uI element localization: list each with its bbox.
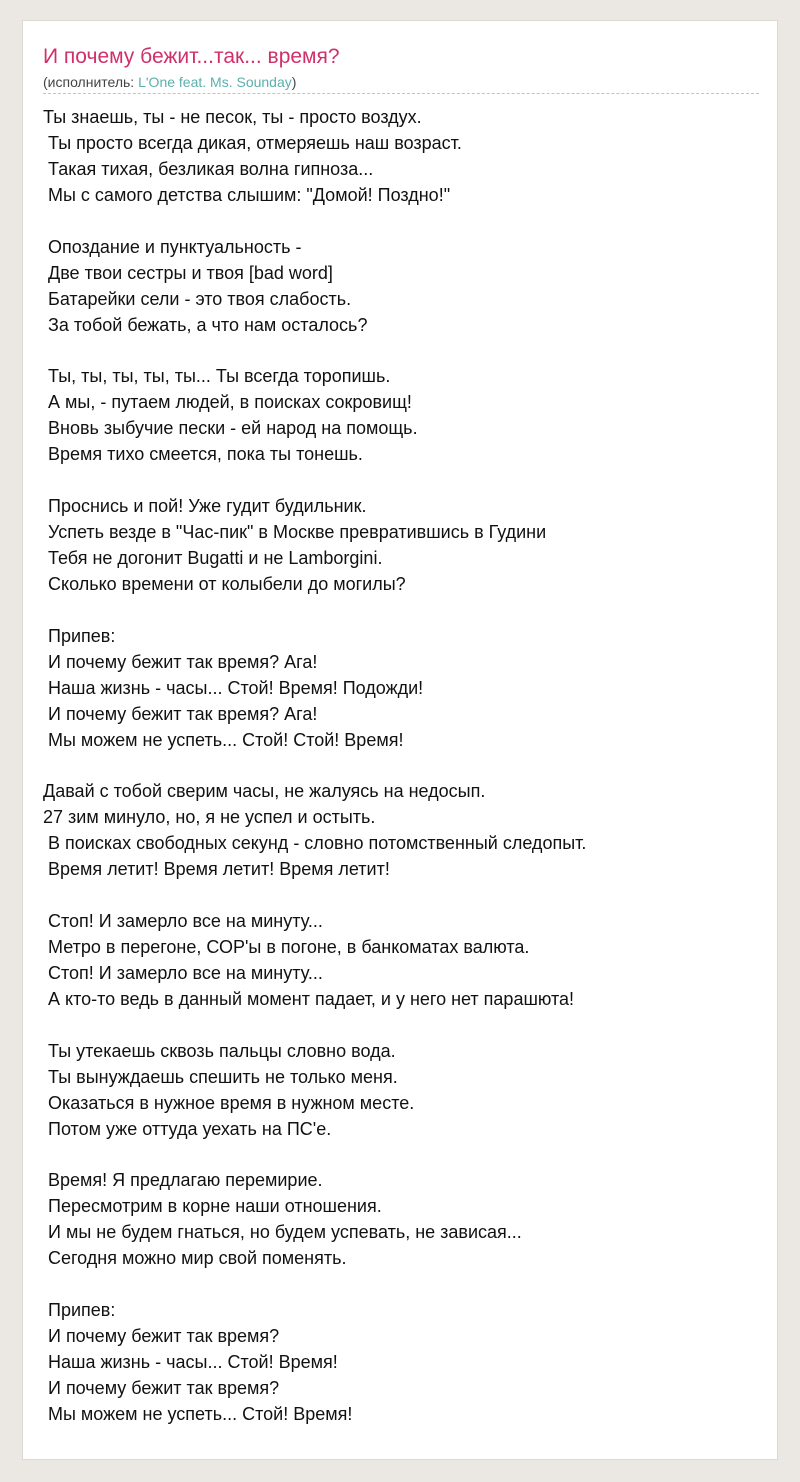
- lyric-line: Оказаться в нужное время в нужном месте.: [43, 1092, 415, 1113]
- lyric-line: [43, 1143, 763, 1169]
- lyric-line: 27 зим минуло, но, я не успел и остыть.: [43, 807, 376, 828]
- lyric-line: [43, 209, 763, 235]
- lyric-line: Мы с самого детства слышим: "Домой! Поздно!": [43, 184, 451, 205]
- lyric-line: И почему бежит так время?: [43, 1377, 280, 1398]
- lyric-line: И почему бежит так время?: [43, 1326, 280, 1347]
- artist-line: [43, 72, 296, 92]
- lyric-line: [43, 883, 763, 909]
- lyric-line: Такая тихая, безликая волна гипноза...: [43, 158, 374, 179]
- lyric-line: А мы, - путаем людей, в поисках сокровищ!: [43, 392, 412, 413]
- lyric-line: Ты вынуждаешь спешить не только меня.: [43, 1066, 398, 1087]
- lyric-line: Сколько времени от колыбели до могилы?: [43, 573, 406, 594]
- lyric-line: Опоздание и пунктуальность -: [43, 236, 302, 257]
- lyric-line: Тебя не догонит Bugatti и не Lamborgini.: [43, 547, 383, 568]
- lyric-line: Ты, ты, ты, ты, ты... Ты всегда торопишь.: [43, 366, 391, 387]
- lyric-line: Сегодня можно мир свой поменять.: [43, 1248, 347, 1269]
- lyric-line: [43, 753, 763, 779]
- title-divider: [43, 93, 759, 94]
- lyric-line: Давай с тобой сверим часы, не жалуясь на недосып.: [43, 781, 486, 802]
- lyric-line: Мы можем не успеть... Стой! Время!: [43, 1403, 353, 1424]
- artist-link[interactable]: L'One feat. Ms. Sounday: [138, 74, 292, 90]
- lyrics-card: [22, 20, 778, 1460]
- lyric-line: [43, 468, 763, 494]
- lyrics-text: [43, 105, 763, 1428]
- lyric-line: Проснись и пой! Уже гудит будильник.: [43, 496, 367, 517]
- lyric-line: [43, 338, 763, 364]
- artist-prefix: (исполнитель:: [43, 74, 139, 90]
- song-title: И почему бежит...так... время?: [43, 45, 340, 68]
- lyric-line: Припев:: [43, 1300, 116, 1321]
- lyric-line: Потом уже оттуда уехать на ПС'е.: [43, 1118, 332, 1139]
- lyric-line: Две твои сестры и твоя [bad word]: [43, 262, 333, 283]
- lyric-line: Время! Я предлагаю перемирие.: [43, 1170, 323, 1191]
- lyric-line: И почему бежит так время? Ага!: [43, 651, 318, 672]
- lyric-line: В поисках свободных секунд - словно потомственный следопыт.: [43, 833, 587, 854]
- lyric-line: Ты знаешь, ты - не песок, ты - просто воздух.: [43, 107, 422, 127]
- artist-suffix: ): [291, 74, 297, 90]
- lyric-line: Ты утекаешь сквозь пальцы словно вода.: [43, 1040, 396, 1061]
- lyric-line: Мы можем не успеть... Стой! Стой! Время!: [43, 729, 404, 750]
- lyric-line: Вновь зыбучие пески - ей народ на помощь.: [43, 418, 418, 439]
- lyric-line: Метро в перегоне, СОР'ы в погоне, в банкоматах валюта.: [43, 937, 530, 957]
- lyric-line: [43, 1272, 763, 1298]
- lyric-line: Ты просто всегда дикая, отмеряешь наш возраст.: [43, 132, 462, 153]
- lyric-line: Наша жизнь - часы... Стой! Время! Подожди!: [43, 677, 424, 698]
- lyric-line: [43, 598, 763, 624]
- lyric-line: Стоп! И замерло все на минуту...: [43, 962, 323, 983]
- lyric-line: А кто-то ведь в данный момент падает, и у него нет парашюта!: [43, 988, 575, 1009]
- lyric-line: Пересмотрим в корне наши отношения.: [43, 1196, 382, 1217]
- lyric-line: За тобой бежать, а что нам осталось?: [43, 314, 368, 335]
- lyric-line: Время тихо смеется, пока ты тонешь.: [43, 444, 363, 465]
- lyric-line: Успеть везде в "Час-пик" в Москве превратившись в Гудини: [43, 522, 547, 542]
- lyric-line: И почему бежит так время? Ага!: [43, 703, 318, 724]
- lyric-line: [43, 1013, 763, 1039]
- lyric-line: Батарейки сели - это твоя слабость.: [43, 288, 352, 309]
- lyric-line: Припев:: [43, 625, 116, 646]
- lyric-line: Наша жизнь - часы... Стой! Время!: [43, 1352, 338, 1372]
- lyric-line: Время летит! Время летит! Время летит!: [43, 859, 390, 880]
- lyric-line: И мы не будем гнаться, но будем успевать, не зависая...: [43, 1222, 522, 1243]
- lyric-line: Стоп! И замерло все на минуту...: [43, 911, 323, 932]
